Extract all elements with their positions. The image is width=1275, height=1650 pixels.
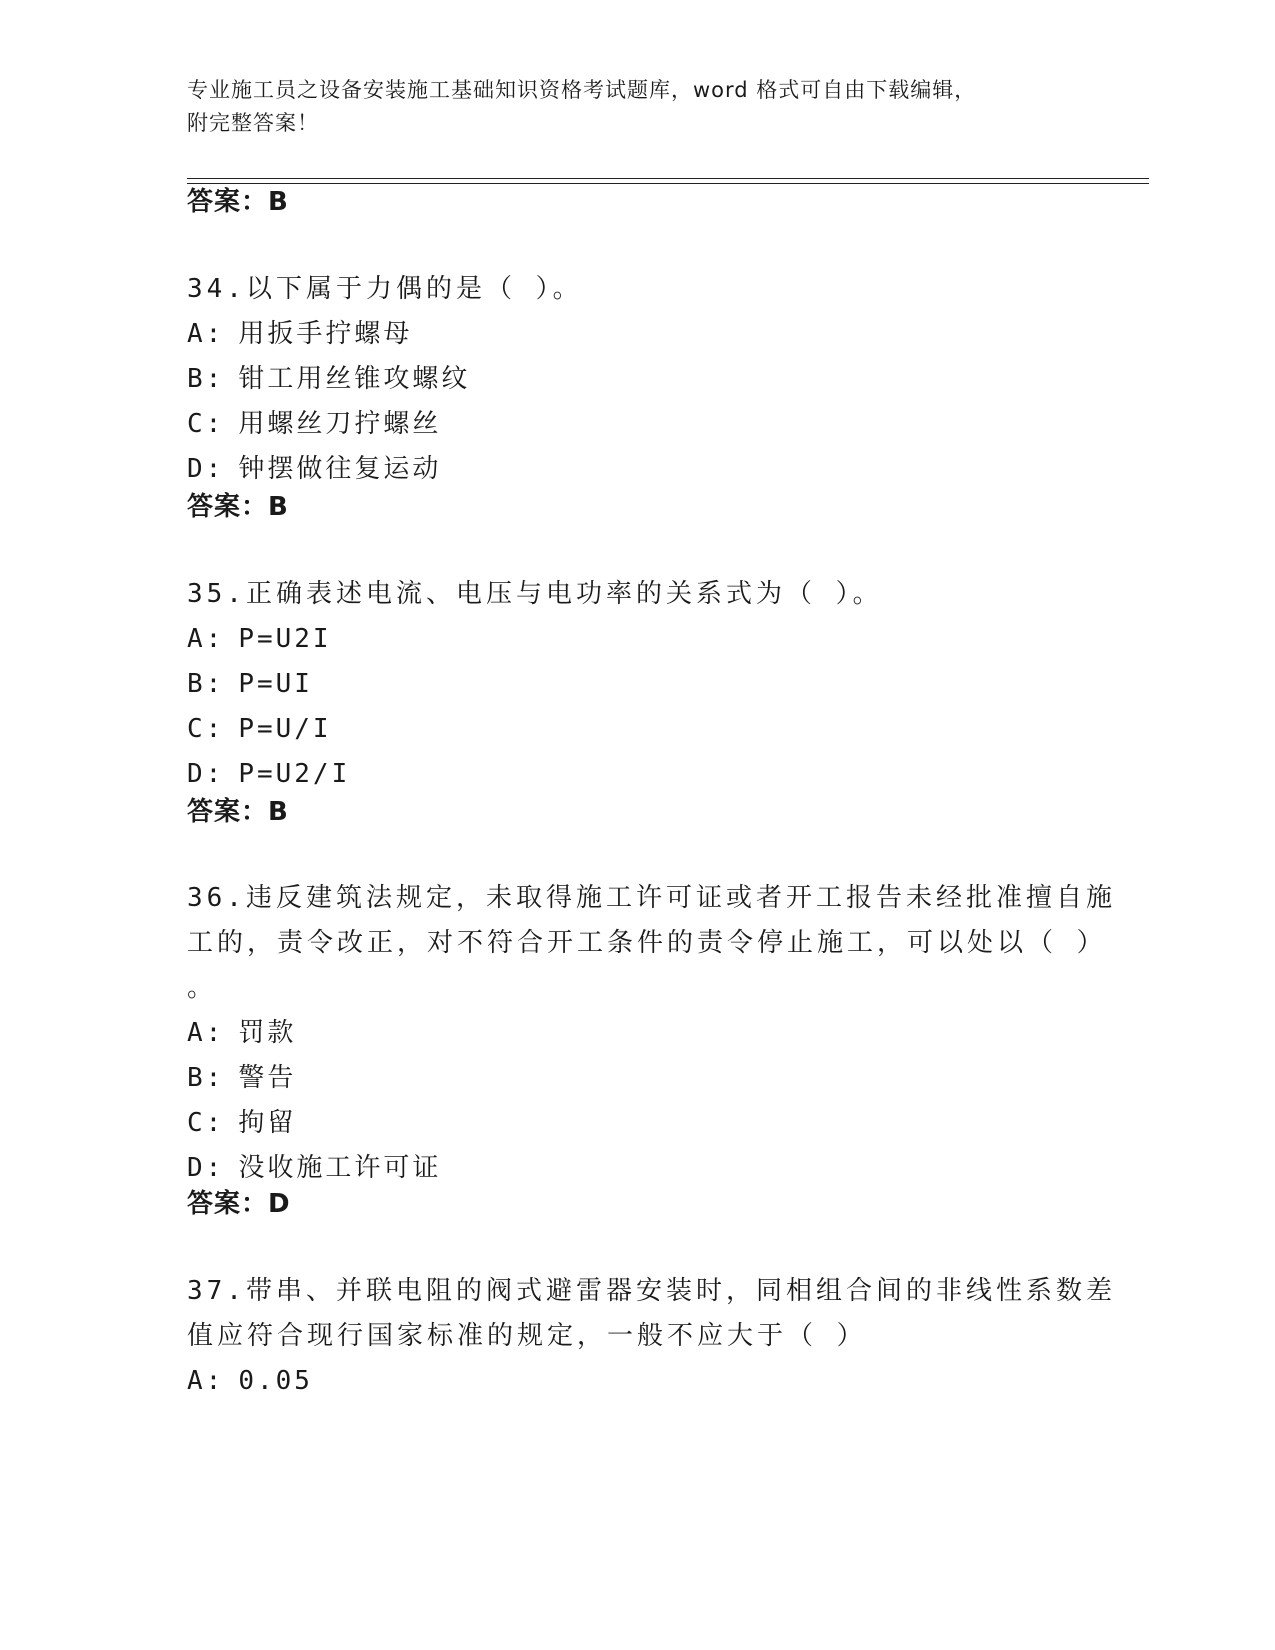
answer-value: B [268,187,289,217]
header-line-1: 专业施工员之设备安装施工基础知识资格考试题库，word 格式可自由下载编辑， [187,78,977,102]
option-label: C: [187,1108,225,1138]
option-label: C: [187,409,225,439]
question-text: 34.以下属于力偶的是（ ）。 [187,274,583,304]
option-label: A: [187,319,225,349]
option-d [187,447,1087,492]
answer-prefix: 答案： [187,797,269,827]
option-text: 拘留 [238,1108,297,1138]
option-text: 用扳手拧螺母 [238,319,413,349]
option-c [187,402,1087,447]
option-text: 0.05 [238,1366,313,1396]
option-text: 钟摆做往复运动 [238,454,442,484]
question-text-line-1: 36.违反建筑法规定，未取得施工许可证或者开工报告未经批准擅自施 [187,883,1116,913]
header-line-2: 附完整答案！ [187,111,319,135]
answer-prefix: 答案： [187,187,269,217]
document-header [187,74,1067,140]
option-text: P=U/I [238,714,332,744]
header-divider-top [187,178,1149,179]
option-text: 警告 [238,1063,297,1093]
header-divider-bottom [187,183,1149,184]
option-d [187,1146,1087,1191]
option-a [187,1011,1087,1056]
answer-line [187,1188,291,1220]
option-text: 没收施工许可证 [238,1153,442,1183]
option-d [187,752,1087,797]
answer-line [187,491,289,523]
answer-prefix: 答案： [187,492,269,522]
option-label: B: [187,364,225,394]
option-text: P=U2/I [238,759,351,789]
answer-prefix: 答案： [187,1189,269,1219]
option-text: P=U2I [238,624,332,654]
option-label: D: [187,454,225,484]
option-text: 用螺丝刀拧螺丝 [238,409,442,439]
option-label: D: [187,759,225,789]
option-b [187,662,1087,707]
question-block-36 [187,876,1116,1191]
option-a [187,312,1087,357]
option-a [187,1359,1087,1404]
answer-value: B [268,797,289,827]
answer-value: D [268,1189,291,1219]
question-text-line-3: 。 [187,973,218,1003]
option-label: B: [187,669,225,699]
option-b [187,1056,1087,1101]
option-label: C: [187,714,225,744]
option-c [187,1101,1087,1146]
question-text-line-1: 37.带串、并联电阻的阀式避雷器安装时，同相组合间的非线性系数差 [187,1276,1116,1306]
option-label: B: [187,1063,225,1093]
option-label: D: [187,1153,225,1183]
answer-line [187,186,289,218]
option-a [187,617,1087,662]
option-label: A: [187,1366,225,1396]
answer-line [187,796,289,828]
option-label: A: [187,1018,225,1048]
question-block-34 [187,267,1087,492]
question-block-35 [187,572,1087,797]
option-c [187,707,1087,752]
option-b [187,357,1087,402]
option-label: A: [187,624,225,654]
question-block-37 [187,1269,1116,1404]
option-text: P=UI [238,669,313,699]
option-text: 罚款 [238,1018,297,1048]
question-text-line-2: 值应符合现行国家标准的规定，一般不应大于（ ） [187,1321,867,1351]
answer-value: B [268,492,289,522]
question-text-line-2: 工的，责令改正，对不符合开工条件的责令停止施工，可以处以（ ） [187,928,1107,958]
option-text: 钳工用丝锥攻螺纹 [238,364,471,394]
question-text: 35.正确表述电流、电压与电功率的关系式为（ ）。 [187,579,883,609]
